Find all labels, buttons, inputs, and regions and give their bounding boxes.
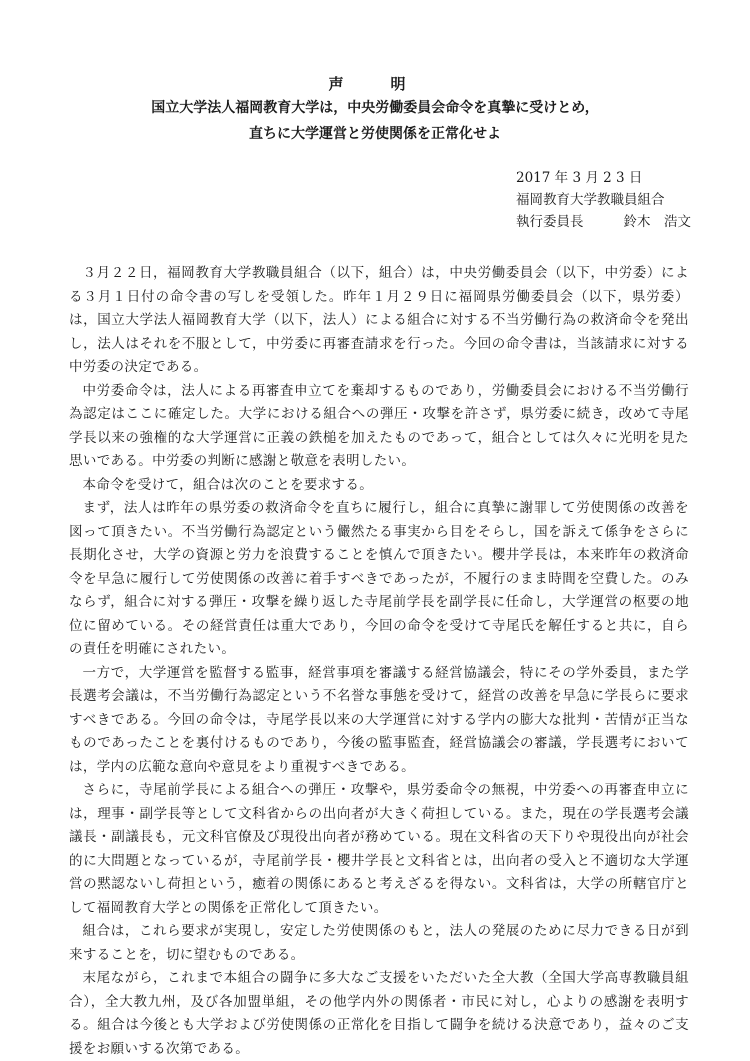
document-subtitle-line1: 国立大学法人福岡教育大学は，中央労働委員会命令を真摯に受けとめ， — [151, 100, 599, 116]
body-paragraph: 末尾ながら，これまで本組合の闘争に多大なご支援をいただいた全大教（全国大学高専教職員組合），全大教九州，及び各加盟単組，その他学内外の関係者・市民に対し，心よりの感謝を表明する。組合は今後とも大学および労使関係の正常化を目指して闘争を続ける決意であり，益々のご支援をお願いする次第である。 — [69, 970, 689, 1057]
issuing-organization: 福岡教育大学教職員組合 — [516, 192, 665, 208]
body-paragraph: まず，法人は昨年の県労委の救済命令を直ちに履行し，組合に真摯に謝罪して労使関係の改善を図って頂きたい。不当労働行為認定という儼然たる事実から目をそらし，国を訴えて係争をさらに長期化させ，大学の資源と労力を浪費することを慎んで頂きたい。櫻井学長は，本来昨年の救済命令を早急に履行して労使関係の改善に着手すべきであったが，不履行のまま時間を空費した。のみならず，組合に対する弾圧・攻撃を繰り返した寺尾前学長を副学長に任命し，大学運営の枢要の地位に留めている。その経営責任は重大であり，今回の命令を受けて寺尾氏を解任すると共に，自らの責任を明確にされたい。 — [69, 500, 689, 657]
statement-body — [69, 262, 689, 1061]
body-paragraph: 組合は，これら要求が実現し，安定した労使関係のもと，法人の発展のために尽力できる日が到来することを，切に望むものである。 — [69, 923, 689, 963]
body-paragraph: 中労委命令は，法人による再審査申立てを棄却するものであり，労働委員会における不当労働行為認定はここに確定した。大学における組合への弾圧・攻撃を許さず，県労委に続き，改めて寺尾学長以来の強権的な大学運営に正義の鉄槌を加えたものであって，組合としては久々に光明を見た思いである。中労委の判断に感謝と敬意を表明したい。 — [69, 382, 689, 469]
body-paragraph: さらに，寺尾前学長による組合への弾圧・攻撃や，県労委命令の無視，中労委への再審査申立には，理事・副学長等として文科省からの出向者が大きく荷担している。また，現在の学長選考会議議長・副議長も，元文科官僚及び現役出向者が務めている。現在文科省の天下りや現役出向が社会的に大問題となっているが，寺尾前学長・櫻井学長と文科省とは，出向者の受入と不適切な大学運営の黙認ないし荷担という，癒着の関係にあると考えざるを得ない。文科省は，大学の所轄官庁として福岡教育大学との関係を正常化して頂きたい。 — [69, 782, 689, 916]
signature-line — [516, 212, 691, 232]
document-title: 声 明 — [328, 75, 422, 93]
body-paragraph: ３月２２日，福岡教育大学教職員組合（以下，組合）は，中央労働委員会（以下，中労委）による３月１日付の命令書の写しを受領した。昨年１月２９日に福岡県労働委員会（以下，県労委）は，国立大学法人福岡教育大学（以下，法人）による組合に対する不当労働行為の救済命令を発出し，法人はそれを不服として，中労委に再審査請求を行った。今回の命令書は，当該請求に対する中労委の決定である。 — [69, 265, 689, 375]
signatory-name: 鈴木 浩文 — [623, 214, 691, 230]
issue-date: 2017 年 3 月 2 3 日 — [516, 170, 643, 186]
body-paragraph: 一方で，大学運営を監督する監事，経営事項を審議する経営協議会，特にその学外委員，また学長選考会議は，不当労働行為認定という不名誉な事態を受けて，経営の改善を早急に学長らに要求すべきである。今回の命令は，寺尾学長以来の大学運営に対する学内の膨大な批判・苦情が正当なものであったことを裏付けるものであり，今後の監事監査，経営協議会の審議，学長選考においては，学内の広範な意向や意見をより重視すべきである。 — [69, 664, 689, 775]
signatory-title: 執行委員長 — [516, 214, 584, 230]
body-paragraph: 本命令を受けて，組合は次のことを要求する。 — [82, 476, 374, 493]
document-subtitle-line2: 直ちに大学運営と労使関係を正常化せよ — [249, 126, 501, 142]
